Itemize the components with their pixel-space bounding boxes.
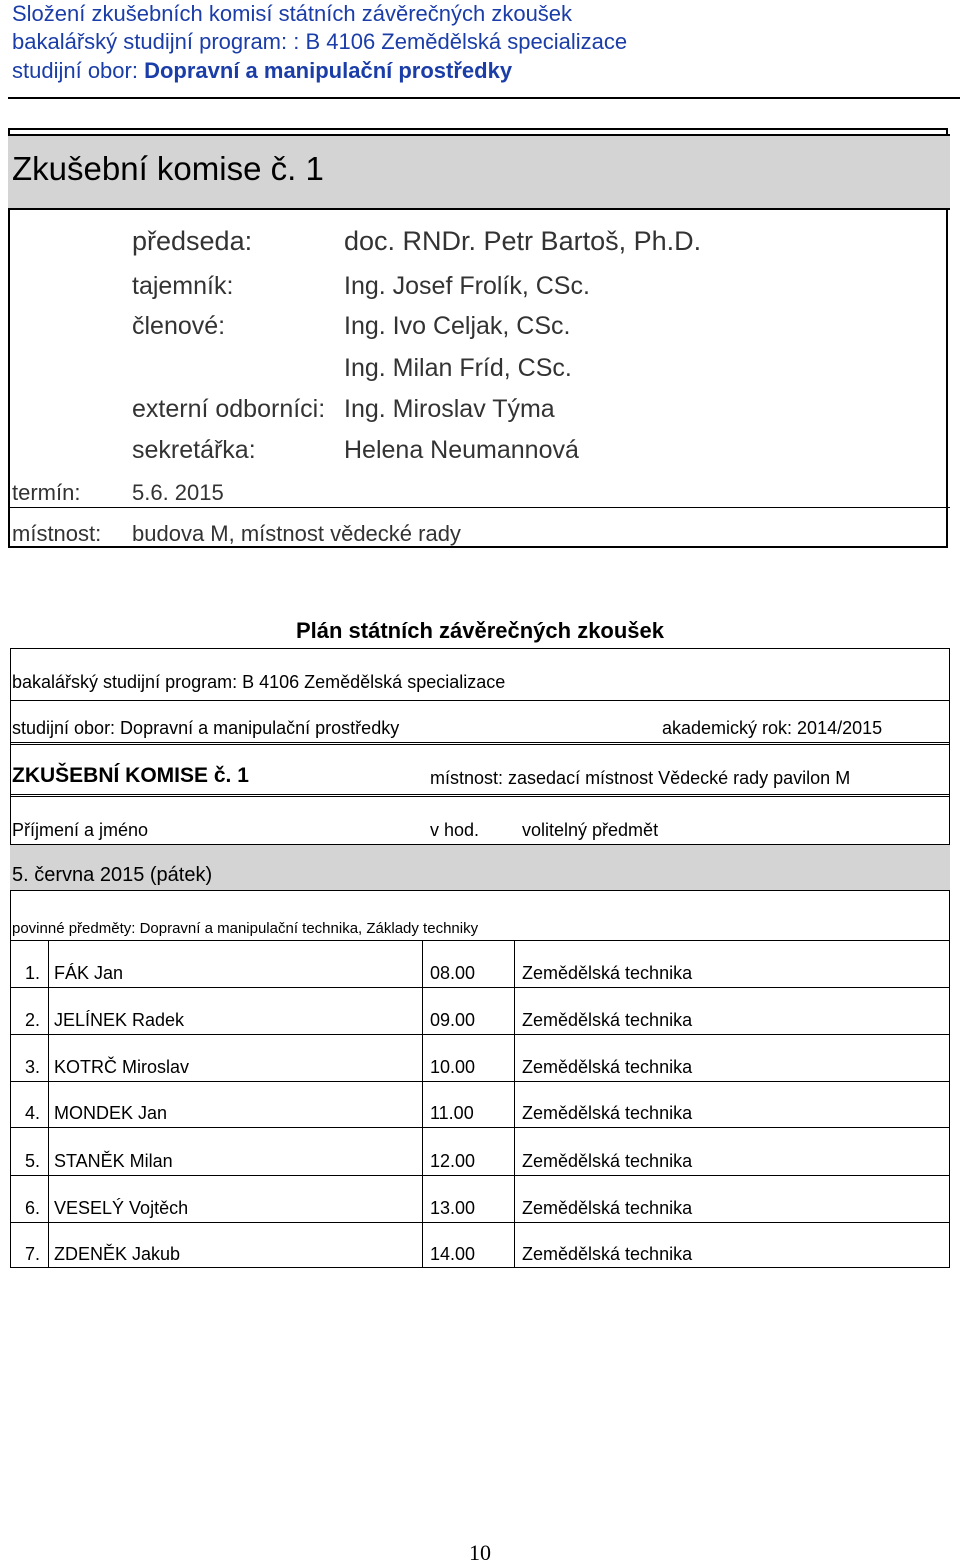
student-time: 13.00 <box>430 1198 476 1218</box>
column-header-time: v hod. <box>430 820 480 840</box>
student-name: KOTRČ Miroslav <box>54 1057 190 1077</box>
student-name: VESELÝ Vojtěch <box>54 1198 189 1218</box>
term-value: 5.6. 2015 <box>132 480 224 505</box>
row-divider <box>10 1222 950 1223</box>
student-number: 6. <box>24 1198 40 1218</box>
plan-divider <box>10 794 950 797</box>
page-number: 10 <box>469 1540 491 1565</box>
term-label: termín: <box>12 480 81 505</box>
student-number: 5. <box>24 1151 40 1171</box>
header-line-3 <box>12 57 512 85</box>
member-name-1: Ing. Ivo Celjak, CSc. <box>344 312 571 340</box>
student-subject: Zemědělská technika <box>522 1103 693 1123</box>
member-name-secretary: Ing. Josef Frolík, CSc. <box>344 272 590 300</box>
student-name: STANĚK Milan <box>54 1151 173 1171</box>
student-time: 10.00 <box>430 1057 476 1077</box>
member-name-assistant: Helena Neumannová <box>344 436 579 464</box>
plan-program: bakalářský studijní program: B 4106 Zemědělská specializace <box>12 672 506 692</box>
column-header-subject: volitelný předmět <box>522 820 659 840</box>
row-divider <box>10 1127 950 1128</box>
student-time: 08.00 <box>430 963 476 983</box>
plan-divider <box>10 742 950 745</box>
room-value: budova M, místnost vědecké rady <box>132 521 461 546</box>
member-label-chair: předseda: <box>132 226 253 256</box>
student-subject: Zemědělská technika <box>522 1244 693 1264</box>
student-name: FÁK Jan <box>54 963 124 983</box>
student-name: MONDEK Jan <box>54 1103 168 1123</box>
member-name-external: Ing. Miroslav Týma <box>344 395 555 423</box>
student-name: ZDENĚK Jakub <box>54 1244 181 1264</box>
student-subject: Zemědělská technika <box>522 1198 693 1218</box>
plan-academic-year: akademický rok: 2014/2015 <box>662 718 883 738</box>
room-label: místnost: <box>12 521 102 546</box>
student-name: JELÍNEK Radek <box>54 1010 185 1030</box>
row-divider <box>10 1034 950 1035</box>
term-divider <box>8 507 950 508</box>
member-name-2: Ing. Milan Fríd, CSc. <box>344 354 572 382</box>
header-line-1: Složení zkušebních komisí státních závěrečných zkoušek <box>12 1 573 26</box>
column-separator <box>514 940 515 1268</box>
column-separator <box>48 940 49 1268</box>
plan-divider <box>10 844 950 845</box>
exam-date: 5. června 2015 (pátek) <box>12 864 213 886</box>
column-header-name: Příjmení a jméno <box>12 820 149 840</box>
mandatory-subjects: povinné předměty: Dopravní a manipulační technika, Základy techniky <box>12 920 479 937</box>
student-number: 7. <box>24 1244 40 1264</box>
student-subject: Zemědělská technika <box>522 1057 693 1077</box>
student-time: 11.00 <box>430 1103 474 1123</box>
student-subject: Zemědělská technika <box>522 963 693 983</box>
header-line-2: bakalářský studijní program: : B 4106 Zemědělská specializace <box>12 29 628 54</box>
plan-commission: ZKUŠEBNÍ KOMISE č. 1 <box>12 764 249 787</box>
header-field-label: studijní obor: <box>12 58 145 83</box>
plan-title: Plán státních závěrečných zkoušek <box>295 618 665 643</box>
plan-divider <box>10 890 950 891</box>
student-number: 1. <box>24 963 40 983</box>
student-number: 4. <box>24 1103 40 1123</box>
commission-title: Zkušební komise č. 1 <box>12 150 324 187</box>
plan-divider <box>10 700 950 701</box>
row-divider <box>10 1081 950 1082</box>
column-separator <box>422 940 423 1268</box>
student-time: 12.00 <box>430 1151 476 1171</box>
student-subject: Zemědělská technika <box>522 1151 693 1171</box>
student-time: 14.00 <box>430 1244 476 1264</box>
header-field-value: Dopravní a manipulační prostředky <box>144 58 513 83</box>
row-divider <box>10 987 950 988</box>
plan-field: studijní obor: Dopravní a manipulační prostředky <box>12 718 400 738</box>
member-name-chair: doc. RNDr. Petr Bartoš, Ph.D. <box>344 226 702 256</box>
student-time: 09.00 <box>430 1010 476 1030</box>
row-divider <box>10 1175 950 1176</box>
plan-room: místnost: zasedací místnost Vědecké rady pavilon M <box>430 768 851 788</box>
student-number: 2. <box>24 1010 40 1030</box>
plan-divider <box>10 940 950 941</box>
member-label-assistant: sekretářka: <box>132 436 256 464</box>
student-subject: Zemědělská technika <box>522 1010 693 1030</box>
member-label-secretary: tajemník: <box>132 272 234 300</box>
member-label-members: členové: <box>132 312 226 340</box>
student-number: 3. <box>24 1057 40 1077</box>
member-label-external: externí odborníci: <box>132 395 326 423</box>
header-rule <box>8 97 960 99</box>
